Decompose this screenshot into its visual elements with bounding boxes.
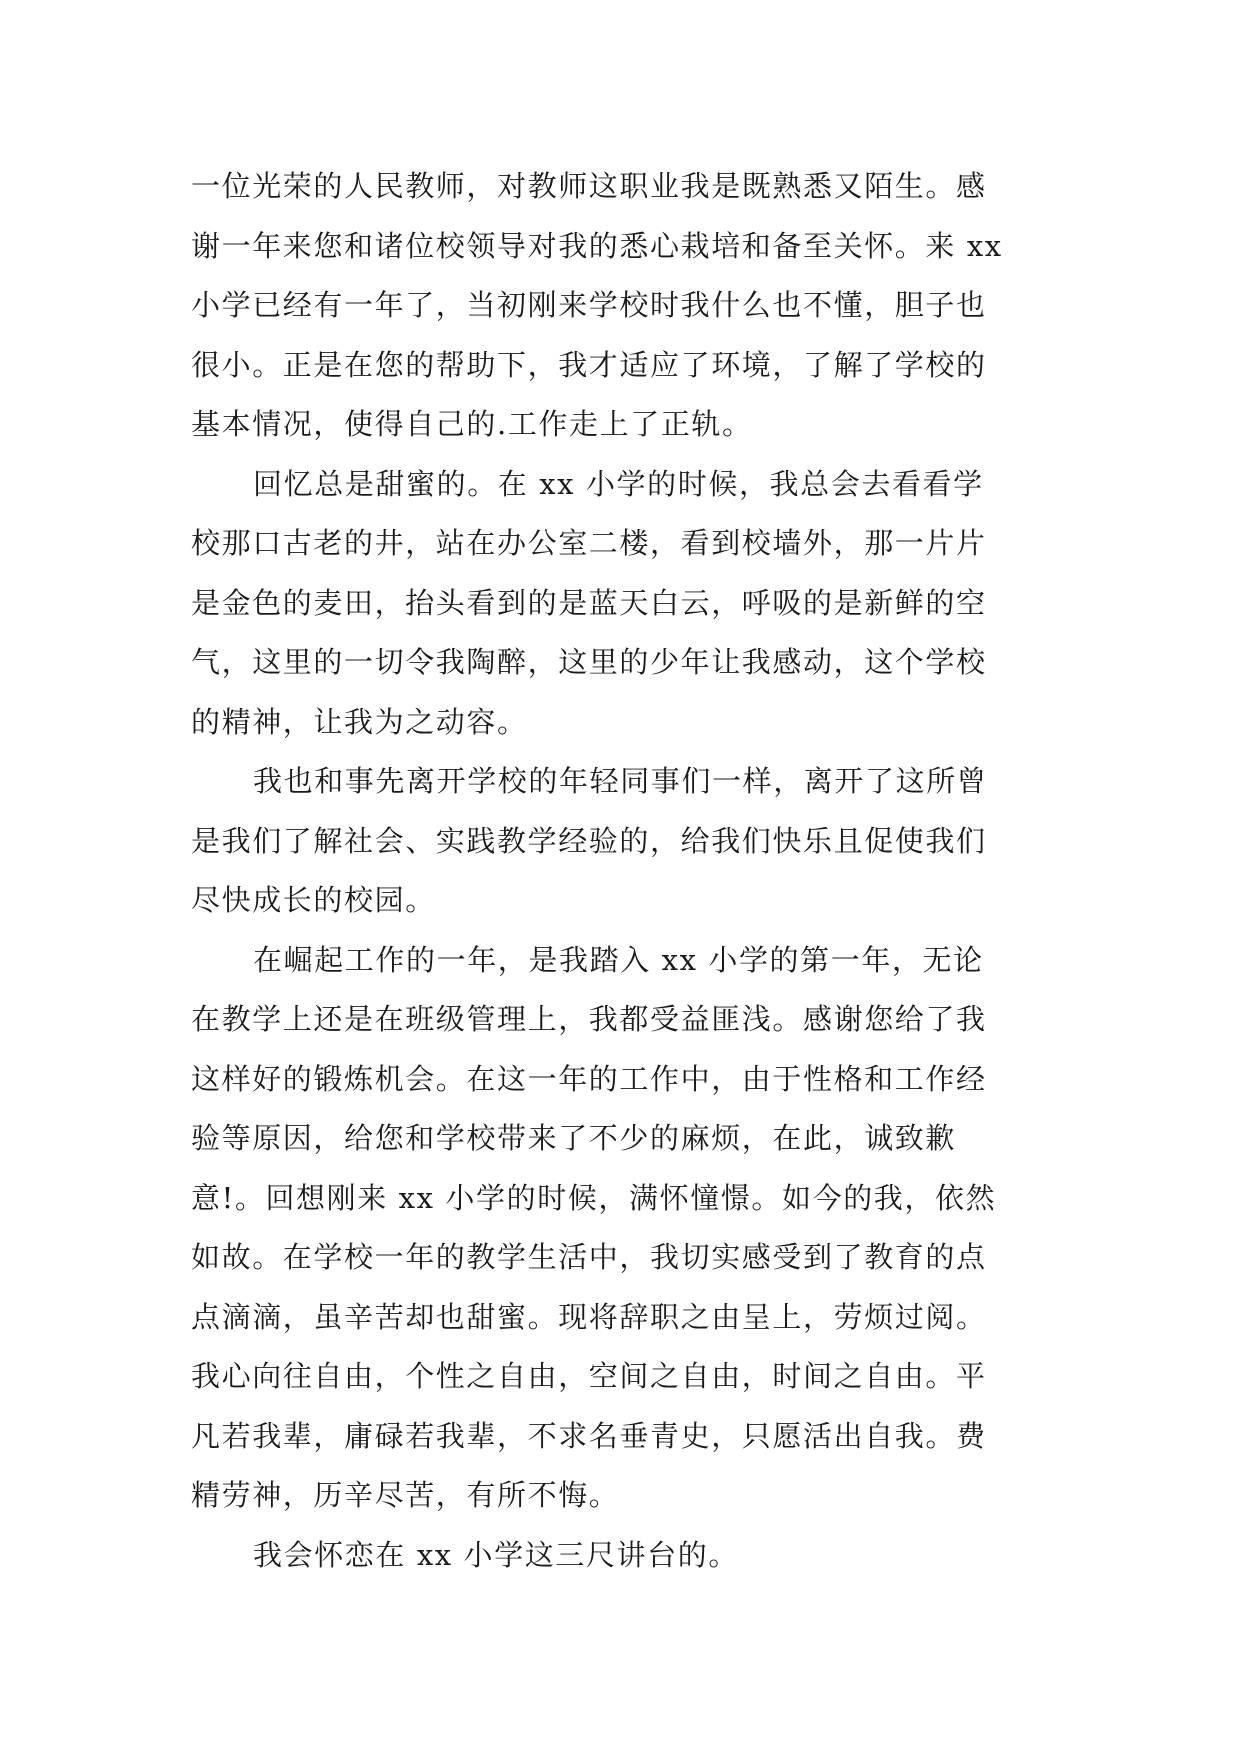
text-line: 在教学上还是在班级管理上，我都受益匪浅。感谢您给了我 xyxy=(191,1002,987,1036)
text-line: 很小。正是在您的帮助下，我才适应了环境，了解了学校的 xyxy=(191,347,987,382)
text-line: 我会怀恋在 xx 小学这三尺讲台的。 xyxy=(253,1537,739,1572)
text-line: 在崛起工作的一年，是我踏入 xx 小学的第一年，无论 xyxy=(253,942,984,977)
text-line: 如故。在学校一年的教学生活中，我切实感受到了教育的点 xyxy=(191,1240,987,1274)
text-line: 点滴滴，虽辛苦却也甜蜜。现将辞职之由呈上，劳烦过阅。 xyxy=(191,1299,987,1334)
text-line: 验等原因，给您和学校带来了不少的麻烦，在此，诚致歉 xyxy=(191,1121,957,1155)
text-line: 校那口古老的井，站在办公室二楼，看到校墙外，那一片片 xyxy=(191,526,987,560)
text-line: 谢一年来您和诸位校领导对我的悉心栽培和备至关怀。来 xx xyxy=(191,228,1003,263)
text-line: 基本情况，使得自己的.工作走上了正轨。 xyxy=(191,407,753,441)
paragraph xyxy=(191,931,1051,1526)
document-body xyxy=(191,157,1051,1585)
text-line: 回忆总是甜蜜的。在 xx 小学的时候，我总会去看看学 xyxy=(253,466,984,501)
paragraph xyxy=(191,157,1051,455)
text-line: 气，这里的一切令我陶醉，这里的少年让我感动，这个学校 xyxy=(191,645,987,679)
text-line: 是金色的麦田，抬头看到的是蓝天白云，呼吸的是新鲜的空 xyxy=(191,585,987,620)
text-line: 精劳神，历辛尽苦，有所不悔。 xyxy=(191,1478,620,1512)
text-line: 我也和事先离开学校的年轻同事们一样，离开了这所曾 xyxy=(253,764,988,798)
text-line: 尽快成长的校园。 xyxy=(191,883,436,917)
text-line: 凡若我辈，庸碌若我辈，不求名垂青史，只愿活出自我。费 xyxy=(191,1418,987,1453)
text-line: 意!。回想刚来 xx 小学的时候，满怀憧憬。如今的我，依然 xyxy=(191,1180,997,1215)
text-line: 小学已经有一年了，当初刚来学校时我什么也不懂，胆子也 xyxy=(191,288,987,322)
paragraph xyxy=(191,1526,1051,1586)
paragraph xyxy=(191,752,1051,931)
paragraph xyxy=(191,455,1051,753)
text-line: 我心向往自由，个性之自由，空间之自由，时间之自由。平 xyxy=(191,1359,987,1393)
text-line: 一位光荣的人民教师，对教师这职业我是既熟悉又陌生。感 xyxy=(191,169,987,203)
text-line: 的精神，让我为之动容。 xyxy=(191,704,528,739)
text-line: 是我们了解社会、实践教学经验的，给我们快乐且促使我们 xyxy=(191,823,987,858)
text-line: 这样好的锻炼机会。在这一年的工作中，由于性格和工作经 xyxy=(191,1061,987,1096)
